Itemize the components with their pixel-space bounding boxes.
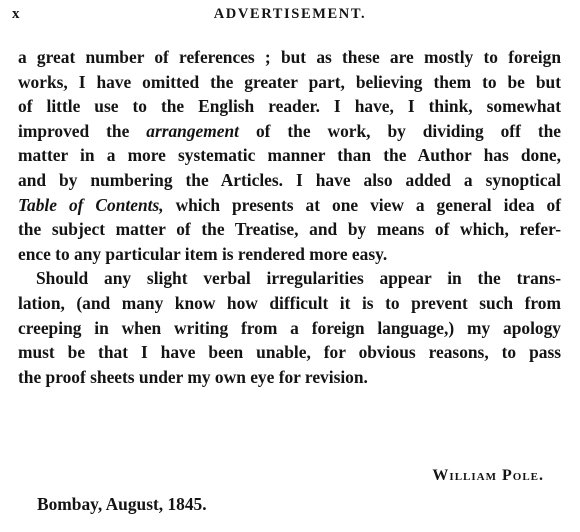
text-line: and by numbering the Articles. I have also added a synoptical [18, 169, 561, 190]
text-segment: of the work, by dividing off the [239, 120, 561, 141]
text-line: matter in a more systematic manner than the Author has done, [18, 145, 561, 166]
text-line: lation, (and many know how difficult it is to prevent such from [18, 292, 561, 313]
running-head: ADVERTISEMENT. [213, 6, 367, 22]
text-line: works, I have omitted the greater part, believing them to be but [18, 71, 561, 92]
text-line: ence to any particular item is rendered more easy. [18, 243, 388, 264]
emphasis-arrangement: arrangement [146, 120, 240, 141]
paragraph-apology [18, 266, 561, 389]
text-segment: improved the [18, 120, 147, 141]
page-header [12, 6, 568, 28]
body-text [18, 45, 561, 389]
emphasis-table-of-contents: Table of Contents, [18, 194, 164, 215]
text-line: Should any slight verbal irregularities appear in the trans- [36, 268, 561, 289]
signature: William Pole. [432, 467, 544, 484]
text-line: must be that I have been unable, for obvious reasons, to pass [18, 342, 561, 363]
text-line: of little use to the English reader. I have, I think, somewhat [18, 96, 561, 117]
text-line: a great number of references ; but as these are mostly to foreign [18, 47, 561, 67]
text-line: creeping in when writing from a foreign language,) my apology [18, 317, 561, 338]
text-line [18, 119, 561, 144]
text-segment: which presents at one view a general idea of [163, 194, 561, 215]
paragraph-references [18, 45, 561, 266]
text-line: the subject matter of the Treatise, and by means of which, refer- [18, 219, 561, 240]
text-line [18, 193, 561, 218]
page-number: x [12, 6, 21, 22]
text-line: the proof sheets under my own eye for revision. [18, 366, 368, 387]
dateline: Bombay, August, 1845. [37, 494, 207, 514]
